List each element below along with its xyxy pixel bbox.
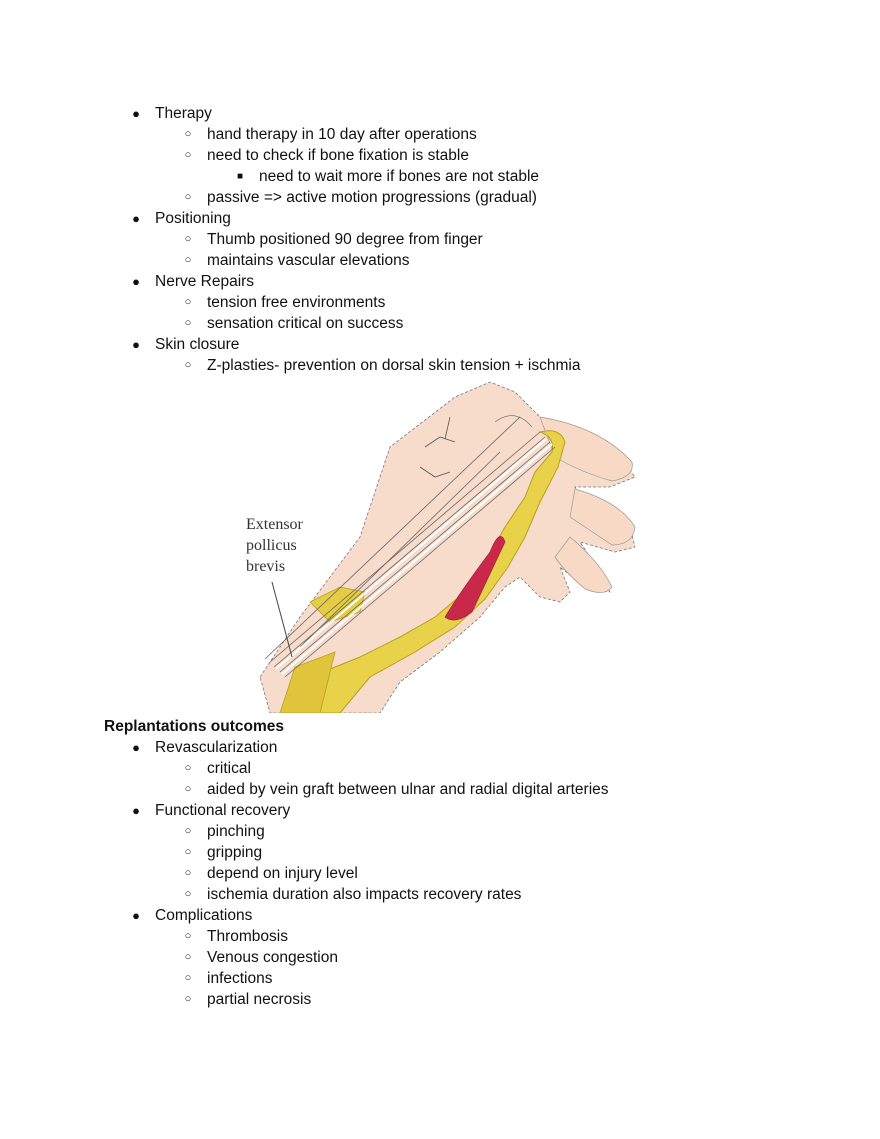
list-item-label: need to wait more if bones are not stable (259, 168, 540, 185)
figure-label-extensor-pollicus-brevis (246, 514, 303, 577)
list-item-label: Nerve Repairs (155, 273, 255, 290)
list-item-label: Venous congestion (207, 949, 338, 966)
list-item-label: passive => active motion progressions (gradual) (207, 189, 537, 206)
bullet-circle-icon: ○ (184, 825, 192, 837)
list-item-label: Z-plasties- prevention on dorsal skin tension + ischmia (207, 357, 581, 374)
bullet-circle-icon: ○ (184, 867, 192, 879)
list-item-label: depend on injury level (207, 865, 358, 882)
list-item (184, 821, 265, 842)
list-item (236, 166, 540, 187)
list-item (132, 334, 240, 355)
bullet-disc-icon: ● (132, 337, 140, 352)
list-item (184, 842, 263, 863)
list-item (184, 292, 386, 313)
list-item-label: gripping (207, 844, 263, 861)
list-item (184, 863, 358, 884)
list-item-label: Revascularization (155, 739, 278, 756)
list-item-label: infections (207, 970, 273, 987)
list-item (184, 926, 288, 947)
bullet-circle-icon: ○ (184, 149, 192, 161)
list-item (184, 758, 251, 779)
hand-anatomy-illustration (240, 377, 642, 713)
list-item-label: aided by vein graft between ulnar and radial digital arteries (207, 781, 609, 798)
list-item (184, 884, 522, 905)
bullet-circle-icon: ○ (184, 846, 192, 858)
list-item (132, 103, 212, 124)
list-item-label: ischemia duration also impacts recovery rates (207, 886, 522, 903)
bullet-circle-icon: ○ (184, 317, 192, 329)
bullet-disc-icon: ● (132, 803, 140, 818)
bullet-square-icon: ■ (236, 171, 244, 182)
bullet-circle-icon: ○ (184, 191, 192, 203)
bullet-circle-icon: ○ (184, 888, 192, 900)
list-item-label: maintains vascular elevations (207, 252, 410, 269)
list-item (132, 800, 291, 821)
list-item-label: sensation critical on success (207, 315, 404, 332)
list-item (184, 355, 581, 376)
bullet-circle-icon: ○ (184, 993, 192, 1005)
bullet-disc-icon: ● (132, 211, 140, 226)
bullet-circle-icon: ○ (184, 930, 192, 942)
bullet-circle-icon: ○ (184, 128, 192, 140)
list-item (184, 989, 312, 1010)
bullet-circle-icon: ○ (184, 359, 192, 371)
bullet-circle-icon: ○ (184, 254, 192, 266)
list-item (184, 229, 483, 250)
list-item (132, 737, 278, 758)
bullet-disc-icon: ● (132, 274, 140, 289)
list-item-label: Therapy (155, 105, 212, 122)
list-item (184, 947, 338, 968)
list-item (132, 271, 255, 292)
figure-label-line: Extensor (246, 516, 303, 533)
list-item-label: pinching (207, 823, 265, 840)
list-item-label: Complications (155, 907, 253, 924)
bullet-circle-icon: ○ (184, 951, 192, 963)
bullet-disc-icon: ● (132, 740, 140, 755)
list-item (184, 779, 609, 800)
list-item-label: Skin closure (155, 336, 240, 353)
list-item (184, 250, 410, 271)
list-item-label: partial necrosis (207, 991, 312, 1008)
list-item-label: tension free environments (207, 294, 386, 311)
list-item (184, 187, 537, 208)
list-item-label: hand therapy in 10 day after operations (207, 126, 477, 143)
list-item-label: Thumb positioned 90 degree from finger (207, 231, 483, 248)
list-item-label: need to check if bone fixation is stable (207, 147, 469, 164)
list-item (184, 968, 273, 989)
figure-label-line: pollicus (246, 537, 297, 554)
list-item-label: Positioning (155, 210, 231, 227)
list-item-label: Thrombosis (207, 928, 288, 945)
bullet-circle-icon: ○ (184, 296, 192, 308)
bullet-circle-icon: ○ (184, 972, 192, 984)
list-item (132, 208, 231, 229)
list-item (184, 145, 469, 166)
list-item (184, 313, 404, 334)
bullet-circle-icon: ○ (184, 233, 192, 245)
bullet-circle-icon: ○ (184, 783, 192, 795)
figure-label-line: brevis (246, 558, 286, 575)
list-item-label: critical (207, 760, 251, 777)
list-item (184, 124, 477, 145)
list-item (132, 905, 253, 926)
bullet-circle-icon: ○ (184, 762, 192, 774)
bullet-disc-icon: ● (132, 908, 140, 923)
bullet-disc-icon: ● (132, 106, 140, 121)
list-item-label: Functional recovery (155, 802, 291, 819)
section-heading: Replantations outcomes (104, 718, 284, 735)
